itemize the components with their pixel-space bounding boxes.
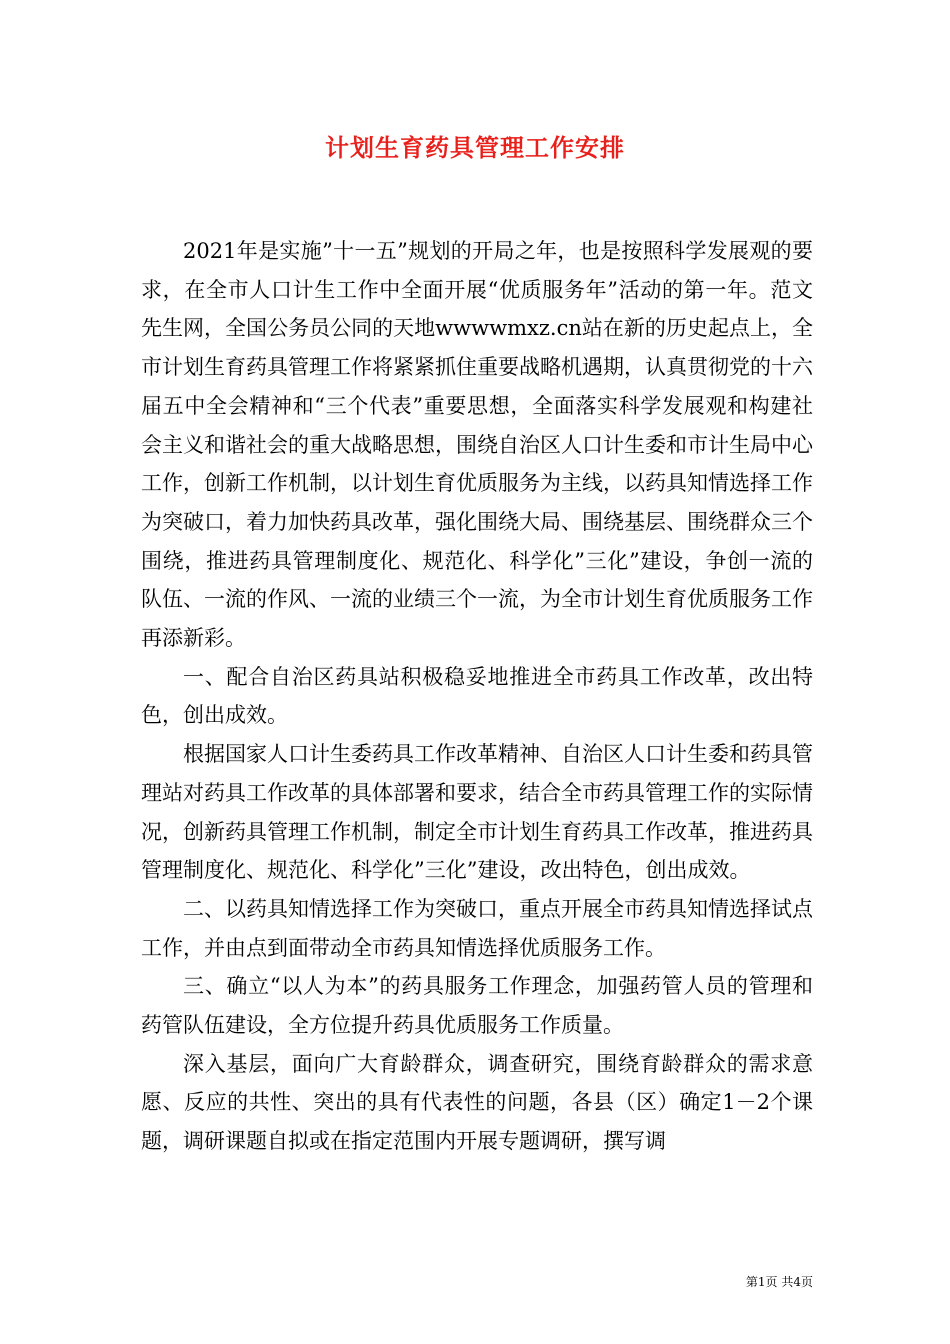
paragraph-section-1-body: 根据国家人口计生委药具工作改革精神、自治区人口计生委和药具管理站对药具工作改革的具体部署和要求，结合全市药具管理工作的实际情况，创新药具管理工作机制，制定全市计划生育药具工作改革，推进药具管理制度化、规范化、科学化”三化”建设，改出特色，创出成效。 bbox=[141, 742, 813, 883]
paragraph-section-3-heading: 三、确立“以人为本”的药具服务工作理念，加强药管人员的管理和药管队伍建设，全方位提升药具优质服务工作质量。 bbox=[141, 974, 813, 1038]
paragraph-section-1-heading: 一、配合自治区药具站积极稳妥地推进全市药具工作改革，改出特色，创出成效。 bbox=[141, 664, 813, 728]
document-title: 计划生育药具管理工作安排 bbox=[325, 133, 625, 162]
page-number-footer: 第1页 共4页 bbox=[745, 1275, 813, 1289]
document-body bbox=[141, 232, 813, 1161]
paragraph-intro: 2021年是实施”十一五”规划的开局之年，也是按照科学发展观的要求，在全市人口计生工作中全面开展“优质服务年”活动的第一年。范文先生网，全国公务员公同的天地wwwwmxz.cn站在新的历史起点上，全市计划生育药具管理工作将紧紧抓住重要战略机遇期，认真贯彻党的十六届五中全会精神和“三个代表”重要思想，全面落实科学发展观和构建社会主义和谐社会的重大战略思想，围绕自治区人口计生委和市计生局中心工作，创新工作机制，以计划生育优质服务为主线，以药具知情选择工作为突破口，着力加快药具改革，强化围绕大局、围绕基层、围绕群众三个围绕，推进药具管理制度化、规范化、科学化”三化”建设，争创一流的队伍、一流的作风、一流的业绩三个一流，为全市计划生育优质服务工作再添新彩。 bbox=[141, 239, 813, 651]
paragraph-section-3-body: 深入基层，面向广大育龄群众，调查研究，围绕育龄群众的需求意愿、反应的共性、突出的具有代表性的问题，各县（区）确定1－2个课题，调研课题自拟或在指定范围内开展专题调研，撰写调 bbox=[141, 1051, 813, 1154]
paragraph-section-2-heading: 二、以药具知情选择工作为突破口，重点开展全市药具知情选择试点工作，并由点到面带动全市药具知情选择优质服务工作。 bbox=[141, 896, 813, 960]
